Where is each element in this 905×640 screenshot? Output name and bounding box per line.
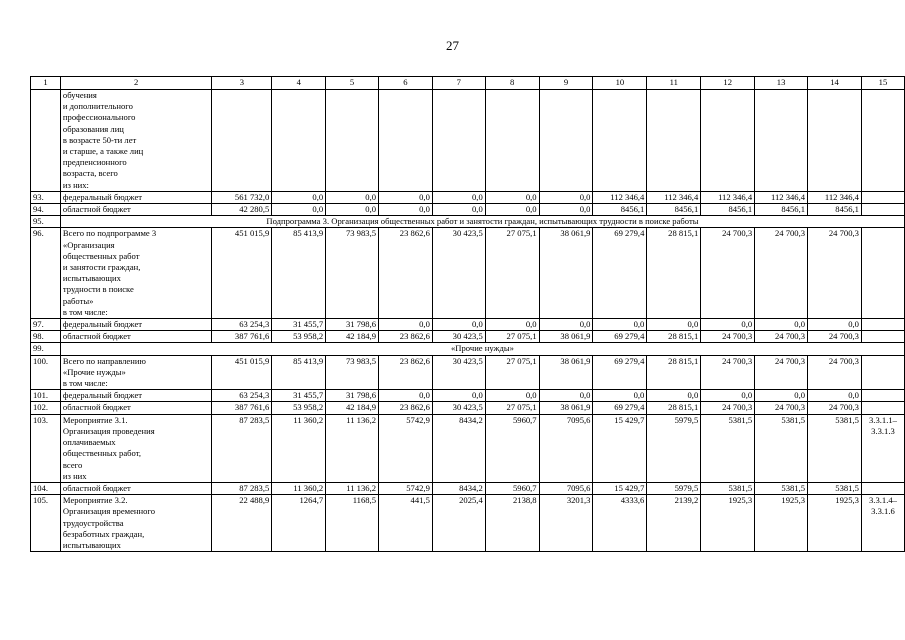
reference-note: 3.3.1.4– 3.3.1.6: [861, 495, 904, 552]
row-description: обучения и дополнительного профессионального образования лиц в возрасте 50-ти лет и старше, а также лиц предпенсионного возраста, всего из них:: [60, 90, 212, 192]
value-col-3: 63 254,3: [212, 390, 272, 402]
value-col-9: 0,0: [539, 204, 593, 216]
value-col-11: 28 815,1: [647, 228, 701, 319]
value-col-12: 5381,5: [701, 482, 755, 494]
value-col-14: 0,0: [808, 390, 862, 402]
column-header-9: 9: [539, 77, 593, 90]
column-header-13: 13: [755, 77, 808, 90]
value-col-7: 30 423,5: [432, 355, 485, 390]
value-col-9: 38 061,9: [539, 402, 593, 414]
value-col-11: 28 815,1: [647, 355, 701, 390]
value-col-3: 451 015,9: [212, 355, 272, 390]
value-col-4: 85 413,9: [272, 228, 326, 319]
value-col-12: 24 700,3: [701, 355, 755, 390]
reference-note: [861, 228, 904, 319]
table-row: [31, 495, 905, 552]
value-col-9: [539, 90, 593, 192]
table-row: [31, 390, 905, 402]
table-row: [31, 90, 905, 192]
reference-note: [861, 319, 904, 331]
value-col-7: 0,0: [432, 191, 485, 203]
value-col-6: 23 862,6: [379, 228, 433, 319]
value-col-13: 0,0: [755, 319, 808, 331]
value-col-14: 5381,5: [808, 482, 862, 494]
row-description: областной бюджет: [60, 482, 212, 494]
value-col-14: 0,0: [808, 319, 862, 331]
value-col-4: 11 360,2: [272, 482, 326, 494]
value-col-11: 0,0: [647, 390, 701, 402]
value-col-3: 22 488,9: [212, 495, 272, 552]
value-col-4: 0,0: [272, 204, 326, 216]
value-col-5: 73 983,5: [326, 355, 379, 390]
value-col-4: [272, 90, 326, 192]
value-col-10: 0,0: [593, 319, 647, 331]
budget-table: [30, 76, 905, 552]
table-row: [31, 414, 905, 482]
value-col-8: 27 075,1: [485, 355, 539, 390]
value-col-14: 112 346,4: [808, 191, 862, 203]
value-col-6: 441,5: [379, 495, 433, 552]
value-col-7: 30 423,5: [432, 331, 485, 343]
value-col-4: 31 455,7: [272, 390, 326, 402]
value-col-10: 15 429,7: [593, 482, 647, 494]
column-header-1: 1: [31, 77, 61, 90]
row-number: 98.: [31, 331, 61, 343]
table-row: [31, 319, 905, 331]
row-description: областной бюджет: [60, 402, 212, 414]
column-header-6: 6: [379, 77, 433, 90]
value-col-8: 27 075,1: [485, 402, 539, 414]
reference-note: 3.3.1.1– 3.3.1.3: [861, 414, 904, 482]
value-col-12: 24 700,3: [701, 402, 755, 414]
value-col-6: 23 862,6: [379, 402, 433, 414]
table-row: [31, 228, 905, 319]
value-col-8: 27 075,1: [485, 228, 539, 319]
row-number: 104.: [31, 482, 61, 494]
value-col-4: 0,0: [272, 191, 326, 203]
row-number: 95.: [31, 216, 61, 228]
row-number: 101.: [31, 390, 61, 402]
value-col-9: 38 061,9: [539, 228, 593, 319]
value-col-3: 387 761,6: [212, 331, 272, 343]
value-col-13: 112 346,4: [755, 191, 808, 203]
value-col-5: 11 136,2: [326, 414, 379, 482]
value-col-6: 5742,9: [379, 482, 433, 494]
value-col-13: 5381,5: [755, 482, 808, 494]
value-col-9: 3201,3: [539, 495, 593, 552]
value-col-7: [432, 90, 485, 192]
value-col-13: 5381,5: [755, 414, 808, 482]
value-col-14: 24 700,3: [808, 355, 862, 390]
column-header-7: 7: [432, 77, 485, 90]
value-col-3: 87 283,5: [212, 482, 272, 494]
value-col-6: 23 862,6: [379, 355, 433, 390]
value-col-12: 24 700,3: [701, 228, 755, 319]
row-description: федеральный бюджет: [60, 191, 212, 203]
value-col-3: 63 254,3: [212, 319, 272, 331]
value-col-13: 24 700,3: [755, 402, 808, 414]
value-col-10: 112 346,4: [593, 191, 647, 203]
row-number: 96.: [31, 228, 61, 319]
value-col-14: 8456,1: [808, 204, 862, 216]
value-col-10: 69 279,4: [593, 331, 647, 343]
row-description: областной бюджет: [60, 331, 212, 343]
section-title: Подпрограмма 3. Организация общественных работ и занятости граждан, испытывающих трудности в поиске работы: [60, 216, 904, 228]
value-col-13: 24 700,3: [755, 355, 808, 390]
value-col-7: 30 423,5: [432, 228, 485, 319]
value-col-11: 5979,5: [647, 482, 701, 494]
value-col-3: 451 015,9: [212, 228, 272, 319]
value-col-12: 0,0: [701, 319, 755, 331]
value-col-9: 0,0: [539, 390, 593, 402]
value-col-7: 2025,4: [432, 495, 485, 552]
column-header-8: 8: [485, 77, 539, 90]
value-col-3: 387 761,6: [212, 402, 272, 414]
value-col-12: 24 700,3: [701, 331, 755, 343]
table-row: [31, 331, 905, 343]
value-col-6: 0,0: [379, 390, 433, 402]
value-col-10: 69 279,4: [593, 402, 647, 414]
value-col-13: 0,0: [755, 390, 808, 402]
value-col-10: 0,0: [593, 390, 647, 402]
table-row: [31, 191, 905, 203]
reference-note: [861, 191, 904, 203]
value-col-3: 42 280,5: [212, 204, 272, 216]
row-description: Мероприятие 3.2. Организация временного трудоустройства безработных граждан, испытывающих: [60, 495, 212, 552]
value-col-4: 53 958,2: [272, 331, 326, 343]
value-col-8: 0,0: [485, 204, 539, 216]
value-col-11: 0,0: [647, 319, 701, 331]
value-col-8: 27 075,1: [485, 331, 539, 343]
value-col-9: 38 061,9: [539, 355, 593, 390]
value-col-6: [379, 90, 433, 192]
value-col-6: 0,0: [379, 319, 433, 331]
value-col-13: 24 700,3: [755, 228, 808, 319]
row-number: [31, 90, 61, 192]
value-col-9: 38 061,9: [539, 331, 593, 343]
value-col-5: 1168,5: [326, 495, 379, 552]
value-col-6: 5742,9: [379, 414, 433, 482]
row-number: 99.: [31, 343, 61, 355]
value-col-11: 2139,2: [647, 495, 701, 552]
value-col-12: 112 346,4: [701, 191, 755, 203]
reference-note: [861, 390, 904, 402]
reference-note: [861, 482, 904, 494]
table-row: [31, 402, 905, 414]
value-col-14: 24 700,3: [808, 331, 862, 343]
value-col-5: 42 184,9: [326, 331, 379, 343]
value-col-10: 15 429,7: [593, 414, 647, 482]
value-col-5: [326, 90, 379, 192]
value-col-4: 1264,7: [272, 495, 326, 552]
row-number: 93.: [31, 191, 61, 203]
column-header-4: 4: [272, 77, 326, 90]
row-number: 105.: [31, 495, 61, 552]
value-col-8: 0,0: [485, 319, 539, 331]
column-header-10: 10: [593, 77, 647, 90]
value-col-12: 5381,5: [701, 414, 755, 482]
value-col-14: 1925,3: [808, 495, 862, 552]
value-col-4: 85 413,9: [272, 355, 326, 390]
row-number: 103.: [31, 414, 61, 482]
reference-note: [861, 402, 904, 414]
value-col-11: 28 815,1: [647, 331, 701, 343]
section-row: [31, 343, 905, 355]
row-description: Мероприятие 3.1. Организация проведения оплачиваемых общественных работ, всего из них: [60, 414, 212, 482]
column-header-11: 11: [647, 77, 701, 90]
value-col-5: 11 136,2: [326, 482, 379, 494]
value-col-7: 0,0: [432, 390, 485, 402]
value-col-10: 8456,1: [593, 204, 647, 216]
column-header-12: 12: [701, 77, 755, 90]
reference-note: [861, 204, 904, 216]
value-col-6: 0,0: [379, 204, 433, 216]
section-title: «Прочие нужды»: [60, 343, 904, 355]
value-col-10: 69 279,4: [593, 228, 647, 319]
value-col-5: 73 983,5: [326, 228, 379, 319]
value-col-5: 0,0: [326, 204, 379, 216]
value-col-7: 8434,2: [432, 414, 485, 482]
value-col-9: 7095,6: [539, 482, 593, 494]
section-row: [31, 216, 905, 228]
table-row: [31, 355, 905, 390]
value-col-5: 31 798,6: [326, 390, 379, 402]
value-col-11: 8456,1: [647, 204, 701, 216]
value-col-3: 87 283,5: [212, 414, 272, 482]
value-col-13: 24 700,3: [755, 331, 808, 343]
value-col-14: [808, 90, 862, 192]
row-description: областной бюджет: [60, 204, 212, 216]
value-col-7: 0,0: [432, 319, 485, 331]
header-row: [31, 77, 905, 90]
value-col-7: 8434,2: [432, 482, 485, 494]
reference-note: [861, 90, 904, 192]
row-number: 97.: [31, 319, 61, 331]
value-col-8: 0,0: [485, 390, 539, 402]
value-col-11: [647, 90, 701, 192]
value-col-8: [485, 90, 539, 192]
column-header-2: 2: [60, 77, 212, 90]
row-description: Всего по подпрограмме 3 «Организация общественных работ и занятости граждан, испытывающих трудности в поиске работы» в том числе:: [60, 228, 212, 319]
row-number: 102.: [31, 402, 61, 414]
table-row: [31, 204, 905, 216]
value-col-14: 24 700,3: [808, 402, 862, 414]
value-col-10: 69 279,4: [593, 355, 647, 390]
value-col-13: 8456,1: [755, 204, 808, 216]
page-number: 27: [446, 38, 459, 53]
value-col-4: 31 455,7: [272, 319, 326, 331]
row-description: федеральный бюджет: [60, 390, 212, 402]
row-description: Всего по направлению «Прочие нужды» в том числе:: [60, 355, 212, 390]
value-col-8: 5960,7: [485, 482, 539, 494]
value-col-12: 8456,1: [701, 204, 755, 216]
value-col-7: 0,0: [432, 204, 485, 216]
table-row: [31, 482, 905, 494]
value-col-3: 561 732,0: [212, 191, 272, 203]
value-col-6: 0,0: [379, 191, 433, 203]
value-col-14: 5381,5: [808, 414, 862, 482]
column-header-14: 14: [808, 77, 862, 90]
value-col-7: 30 423,5: [432, 402, 485, 414]
value-col-13: [755, 90, 808, 192]
value-col-10: 4333,6: [593, 495, 647, 552]
value-col-12: 1925,3: [701, 495, 755, 552]
value-col-5: 0,0: [326, 191, 379, 203]
row-number: 94.: [31, 204, 61, 216]
reference-note: [861, 331, 904, 343]
value-col-8: 5960,7: [485, 414, 539, 482]
row-description: федеральный бюджет: [60, 319, 212, 331]
value-col-12: 0,0: [701, 390, 755, 402]
value-col-4: 53 958,2: [272, 402, 326, 414]
value-col-14: 24 700,3: [808, 228, 862, 319]
value-col-9: 0,0: [539, 191, 593, 203]
value-col-5: 42 184,9: [326, 402, 379, 414]
value-col-5: 31 798,6: [326, 319, 379, 331]
row-number: 100.: [31, 355, 61, 390]
value-col-8: 0,0: [485, 191, 539, 203]
column-header-5: 5: [326, 77, 379, 90]
reference-note: [861, 355, 904, 390]
value-col-9: 7095,6: [539, 414, 593, 482]
value-col-8: 2138,8: [485, 495, 539, 552]
value-col-11: 28 815,1: [647, 402, 701, 414]
value-col-10: [593, 90, 647, 192]
column-header-3: 3: [212, 77, 272, 90]
value-col-3: [212, 90, 272, 192]
value-col-11: 5979,5: [647, 414, 701, 482]
value-col-4: 11 360,2: [272, 414, 326, 482]
value-col-9: 0,0: [539, 319, 593, 331]
value-col-12: [701, 90, 755, 192]
value-col-6: 23 862,6: [379, 331, 433, 343]
value-col-13: 1925,3: [755, 495, 808, 552]
value-col-11: 112 346,4: [647, 191, 701, 203]
column-header-15: 15: [861, 77, 904, 90]
